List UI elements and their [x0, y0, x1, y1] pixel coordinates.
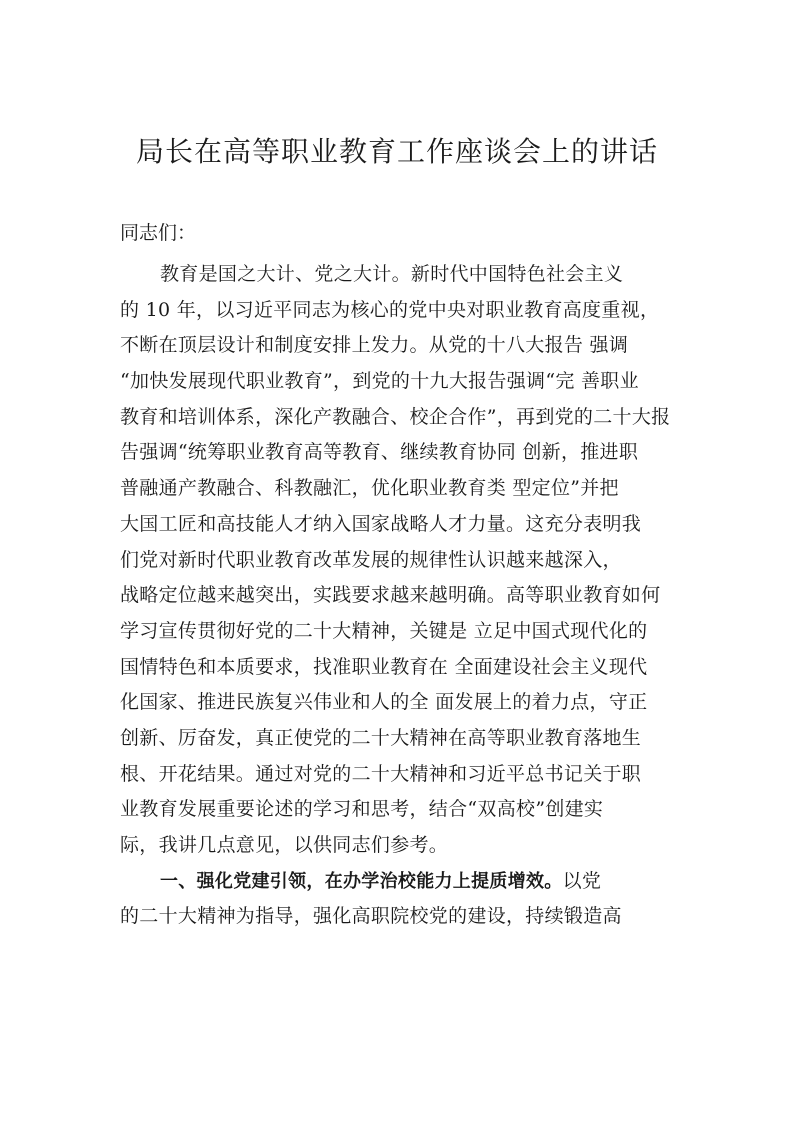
paragraph-line: 根、开花结果。通过对党的二十大精神和习近平总书记关于职: [120, 762, 642, 785]
paragraph-line: 国情特色和本质要求，找准职业教育在 全面建设社会主义现代: [120, 655, 648, 678]
paragraph-line: 际，我讲几点意见，以供同志们参考。: [120, 834, 449, 856]
paragraph-line: 教育是国之大计、党之大计。新时代中国特色社会主义: [160, 263, 624, 285]
paragraph-line: 们党对新时代职业教育改革发展的规律性认识越来越深入，: [120, 548, 622, 571]
paragraph-line: 普融通产教融合、科教融汇，优化职业教育类 型定位”并把: [120, 477, 619, 500]
paragraph-line: 的二十大精神为指导，强化高职院校党的建设，持续锻造高: [120, 905, 622, 928]
page-title: 局长在高等职业教育工作座谈会上的讲话: [135, 135, 658, 168]
section-heading-continuation: 以党: [562, 869, 602, 892]
paragraph-line: 告强调“统筹职业教育高等教育、继续教育协同 创新，推进职: [120, 441, 639, 464]
paragraph-line: 业教育发展重要论述的学习和思考，结合“双高校”创建实: [120, 798, 604, 821]
paragraph-line: 大国工匠和高技能人才纳入国家战略人才力量。这充分表明我: [120, 512, 642, 535]
salutation: 同志们：: [120, 222, 197, 244]
paragraph-line: 教育和培训体系，深化产教融合、校企合作”，再到党的二十大报: [120, 405, 671, 428]
paragraph-line: 创新、厉奋发，真正使党的二十大精神在高等职业教育落地生: [120, 726, 642, 749]
section-heading: 一、强化党建引领，在办学治校能力上提质增效。: [160, 870, 563, 892]
paragraph-line: 的 10 年，以习近平同志为核心的党中央对职业教育高度重视，: [120, 298, 660, 321]
paragraph-line: 不断在顶层设计和制度安排上发力。从党的十八大报告 强调: [120, 334, 629, 357]
paragraph-line: 学习宣传贯彻好党的二十大精神，关键是 立足中国式现代化的: [120, 619, 648, 642]
paragraph-line: 化国家、推进民族复兴伟业和人的全 面发展上的着力点，守正: [120, 691, 648, 714]
paragraph-line: “加快发展现代职业教育”，到党的十九大报告强调“完 善职业: [120, 370, 639, 393]
body-paragraphs: [120, 257, 690, 935]
section-heading-line: [120, 864, 690, 900]
paragraph-line: 战略定位越来越突出，实践要求越来越明确。高等职业教育如何: [120, 584, 661, 607]
